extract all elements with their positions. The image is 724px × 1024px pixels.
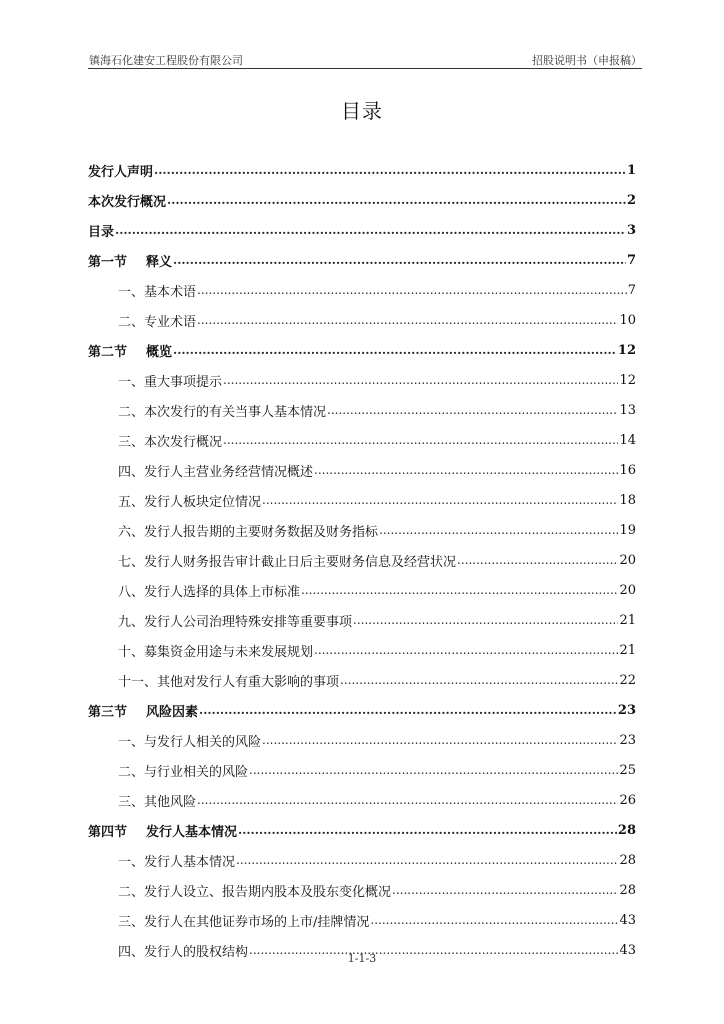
toc-section-entry[interactable] [88, 665, 636, 695]
toc-section-entry[interactable] [88, 875, 636, 905]
toc-section-entry[interactable] [88, 395, 636, 425]
toc-dot-leader [173, 343, 617, 357]
toc-entry-label [88, 251, 172, 270]
toc-page-number: 28 [619, 852, 636, 868]
toc-page-number: 10 [619, 312, 636, 328]
toc-section-entry[interactable] [88, 575, 636, 605]
toc-dot-leader [370, 913, 618, 927]
toc-chapter-number: 第一节 [88, 254, 128, 270]
toc-page-number: 13 [619, 402, 636, 418]
toc-entry-label: 二、与行业相关的风险 [118, 764, 249, 780]
toc-dot-leader [457, 553, 618, 567]
toc-entry-label: 十、募集资金用途与未来发展规划 [118, 644, 314, 660]
toc-section-entry[interactable] [88, 545, 636, 575]
toc-section-entry[interactable] [88, 365, 636, 395]
toc-page-number: 28 [619, 882, 636, 898]
toc-chapter-entry[interactable] [88, 245, 636, 275]
toc-section-entry[interactable] [88, 275, 636, 305]
toc-chapter-entry[interactable] [88, 185, 636, 215]
toc-entry-label: 四、发行人主营业务经营情况概述 [118, 464, 314, 480]
toc-page-number: 21 [619, 642, 636, 658]
toc-page-number: 26 [619, 792, 636, 808]
toc-entry-label: 七、发行人财务报告审计截止日后主要财务信息及经营状况 [118, 554, 457, 570]
toc-section-entry[interactable] [88, 725, 636, 755]
toc-page-number: 12 [617, 342, 636, 358]
toc-page-number: 28 [617, 822, 636, 838]
toc-page-number: 22 [619, 672, 636, 688]
toc-page-number: 23 [617, 702, 636, 718]
toc-chapter-number: 第四节 [88, 824, 128, 840]
toc-section-entry[interactable] [88, 755, 636, 785]
toc-chapter-number: 第二节 [88, 344, 128, 360]
toc-page-number: 20 [619, 582, 636, 598]
toc-entry-label: 一、与发行人相关的风险 [118, 734, 262, 750]
toc-entry-label: 四、发行人的股权结构 [118, 944, 249, 960]
toc-page-number: 12 [619, 372, 636, 388]
toc-dot-leader [262, 733, 618, 747]
toc-dot-leader [392, 883, 618, 897]
toc-section-entry[interactable] [88, 605, 636, 635]
toc-dot-leader [115, 223, 626, 237]
toc-page-number: 1 [626, 162, 636, 178]
toc-entry-label: 一、发行人基本情况 [118, 854, 236, 870]
toc-chapter-entry[interactable] [88, 215, 636, 245]
toc-dot-leader [236, 853, 618, 867]
toc-entry-label [88, 701, 198, 720]
header-document-type: 招股说明书（申报稿） [532, 54, 642, 67]
toc-page-number: 23 [619, 732, 636, 748]
toc-section-entry[interactable] [88, 515, 636, 545]
toc-entry-label: 五、发行人板块定位情况 [118, 494, 262, 510]
header-company-name: 镇海石化建安工程股份有限公司 [89, 54, 243, 67]
toc-dot-leader [327, 403, 618, 417]
toc-page-number: 3 [626, 222, 636, 238]
toc-entry-label: 六、发行人报告期的主要财务数据及财务指标 [118, 524, 379, 540]
toc-chapter-title: 发行人基本情况 [146, 824, 238, 840]
toc-dot-leader [249, 763, 618, 777]
toc-page-number: 7 [626, 252, 636, 268]
toc-dot-leader [197, 793, 618, 807]
toc-entry-label [88, 341, 172, 360]
toc-dot-leader [238, 823, 617, 837]
toc-section-entry[interactable] [88, 485, 636, 515]
toc-page-number: 16 [619, 462, 636, 478]
toc-page-number: 21 [619, 612, 636, 628]
toc-page-number: 25 [619, 762, 636, 778]
toc-entry-label: 发行人声明 [88, 164, 154, 180]
toc-section-entry[interactable] [88, 455, 636, 485]
toc-page-number: 2 [626, 192, 636, 208]
page-title: 目录 [341, 99, 383, 123]
toc-chapter-title: 风险因素 [146, 704, 199, 720]
toc-dot-leader [379, 523, 618, 537]
toc-chapter-entry[interactable] [88, 155, 636, 185]
toc-section-entry[interactable] [88, 635, 636, 665]
toc-page-number: 19 [619, 522, 636, 538]
toc-dot-leader [262, 493, 618, 507]
toc-entry-label: 三、发行人在其他证券市场的上市/挂牌情况 [118, 914, 370, 930]
toc-chapter-title: 概览 [146, 344, 173, 360]
toc-entry-label: 九、发行人公司治理特殊安排等重要事项 [118, 614, 353, 630]
toc-chapter-entry[interactable] [88, 695, 636, 725]
toc-dot-leader [173, 253, 626, 267]
toc-page-number: 7 [627, 282, 636, 298]
toc-section-entry[interactable] [88, 845, 636, 875]
toc-entry-label: 一、重大事项提示 [118, 374, 223, 390]
toc-entry-label: 二、本次发行的有关当事人基本情况 [118, 404, 327, 420]
toc-section-entry[interactable] [88, 305, 636, 335]
toc-dot-leader [223, 373, 618, 387]
toc-dot-leader [301, 583, 618, 597]
toc-section-entry[interactable] [88, 785, 636, 815]
toc-entry-label: 十一、其他对发行人有重大影响的事项 [118, 674, 340, 690]
toc-chapter-entry[interactable] [88, 815, 636, 845]
toc-entry-label: 二、发行人设立、报告期内股本及股东变化概况 [118, 884, 392, 900]
toc-entry-label: 目录 [88, 224, 115, 240]
toc-entry-label: 三、其他风险 [118, 794, 197, 810]
page-header [88, 50, 642, 69]
toc-page-number: 43 [619, 912, 636, 928]
toc-section-entry[interactable] [88, 425, 636, 455]
toc-dot-leader [199, 703, 617, 717]
toc-chapter-title: 释义 [146, 254, 173, 270]
toc-page-number: 18 [619, 492, 636, 508]
toc-entry-label: 本次发行概况 [88, 194, 167, 210]
toc-entry-label: 八、发行人选择的具体上市标准 [118, 584, 301, 600]
toc-chapter-entry[interactable] [88, 335, 636, 365]
toc-dot-leader [314, 463, 618, 477]
toc-dot-leader [154, 163, 626, 177]
toc-dot-leader [167, 193, 626, 207]
toc-entry-label: 一、基本术语 [118, 284, 197, 300]
toc-chapter-number: 第三节 [88, 704, 128, 720]
toc-dot-leader [197, 283, 627, 297]
toc-entry-label: 二、专业术语 [118, 314, 197, 330]
toc-dot-leader [197, 313, 618, 327]
toc-entry-label [88, 821, 237, 840]
toc-entry-label: 三、本次发行概况 [118, 434, 223, 450]
toc-page-number: 20 [619, 552, 636, 568]
toc-page-number: 43 [619, 942, 636, 958]
toc-section-entry[interactable] [88, 905, 636, 935]
toc-dot-leader [353, 613, 618, 627]
toc-dot-leader [223, 433, 618, 447]
toc-page-number: 14 [619, 432, 636, 448]
page-number: 1-1-3 [347, 952, 377, 965]
toc-dot-leader [314, 643, 618, 657]
table-of-contents [88, 155, 636, 965]
toc-dot-leader [340, 673, 618, 687]
